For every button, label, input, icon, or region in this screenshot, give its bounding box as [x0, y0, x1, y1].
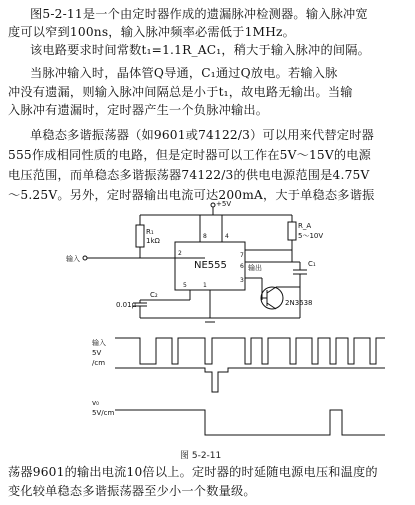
r1-label: R₁	[146, 228, 154, 236]
text-line-12: 变化较单稳态多谐振荡器至少小一个数量级。	[8, 484, 256, 498]
text-line-1: 图5-2-11是一个由定时器作成的遗漏脉冲检测器。输入脉冲宽	[30, 7, 368, 21]
text-line-8: 555作成相同性质的电路，但是定时器可以工作在5V～15V的电源	[8, 148, 372, 162]
c1-label: C₁	[308, 260, 316, 268]
pin-8: 8	[203, 233, 207, 240]
wave-v1-unit: /cm	[92, 359, 106, 367]
input-label: 输入	[66, 255, 80, 263]
r1-value: 1kΩ	[146, 237, 160, 245]
wave-input-label: 输入	[92, 339, 106, 347]
c2-value: 0.01μ	[116, 301, 137, 309]
pin-1: 1	[203, 282, 207, 289]
pin-5: 5	[183, 282, 187, 289]
text-line-6: 入脉冲有遗漏时，定时器产生一个负脉冲输出。	[8, 103, 269, 117]
pin-3: 3	[240, 277, 244, 284]
text-line-9: 电压范围，而单稳态多谐振荡器74122/3的供电电源范围是4.75V	[8, 168, 370, 182]
wave-out-label: v₀	[92, 399, 99, 407]
text-line-7: 单稳态多谐振荡器（如9601或74122/3）可以用来代替定时器	[30, 128, 374, 142]
timing-trace	[115, 368, 385, 392]
text-line-11: 荡器9601的输出电流10倍以上。定时器的时延随电源电压和温度的	[8, 465, 378, 479]
wave-out-unit: 5V/cm	[92, 409, 115, 417]
figure-caption: 图 5-2-11	[180, 451, 222, 461]
chip-label: NE555	[194, 260, 227, 271]
pin-4: 4	[225, 233, 229, 240]
transistor-label: 2N3638	[285, 299, 313, 307]
text-line-5: 冲没有遗漏，则输入脉冲间隔总是小于t₁，故电路无输出。当输	[8, 85, 353, 99]
text-line-2: 度可以窄到100ns，输入脉冲频率必需低于1MHz。	[8, 25, 296, 39]
c2-label: C₂	[150, 291, 158, 299]
waveform-diagram	[115, 338, 385, 435]
text-line-10: ～5.25V。另外，定时器输出电流可达200mA，大于单稳态多谐振	[8, 188, 375, 202]
text-line-3: 该电路要求时间常数t₁=1.1R_AC₁，稍大于输入脉冲的间隔。	[30, 43, 370, 57]
ra-label: R_A	[298, 222, 312, 230]
wave-v1-label: 5V	[92, 349, 102, 357]
ra-value: 5～10V	[298, 232, 324, 240]
pin-6: 6	[240, 263, 244, 270]
input-pulse-trace	[115, 338, 385, 364]
pin-2: 2	[178, 250, 182, 257]
output-label: 输出	[248, 264, 262, 272]
supply-label: +5V	[216, 200, 232, 208]
pin-7: 7	[240, 252, 244, 259]
output-trace	[115, 410, 385, 435]
text-line-4: 当脉冲输入时，晶体管Q导通，C₁通过Q放电。若输入脉	[30, 66, 338, 80]
